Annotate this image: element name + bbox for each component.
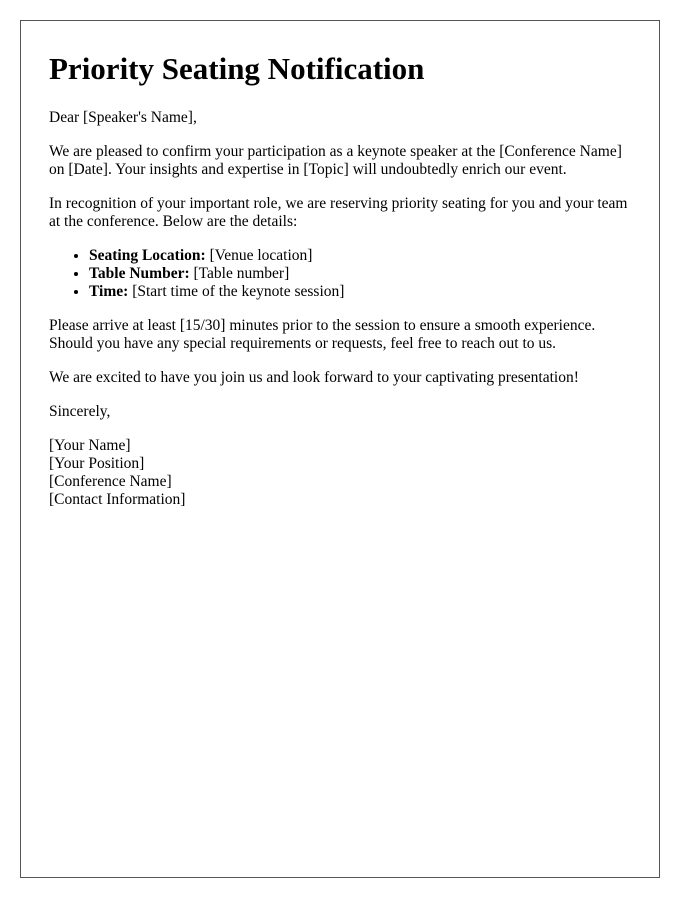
details-list: [49, 247, 639, 301]
detail-label: Time:: [89, 283, 129, 300]
signature-name: [Your Name]: [49, 437, 131, 454]
paragraph-confirmation: We are pleased to confirm your participation as a keynote speaker at the [Conference Name] on [Date]. Your insights and expertise in [Topic] will undoubtedly enrich our event.: [49, 143, 622, 178]
signature-contact: [Contact Information]: [49, 491, 186, 508]
paragraph-excitement: We are excited to have you join us and look forward to your captivating presentation!: [49, 369, 579, 386]
detail-label: Seating Location:: [89, 247, 206, 264]
detail-table-number: [89, 265, 639, 283]
detail-value: [Start time of the keynote session]: [128, 283, 345, 300]
paragraph-recognition: In recognition of your important role, we are reserving priority seating for you and your team at the conference. Below are the details:: [49, 195, 628, 230]
letter-page: [20, 20, 660, 878]
paragraph-arrival: Please arrive at least [15/30] minutes prior to the session to ensure a smooth experience. Should you have any special requirements or requests, feel free to reach out to us.: [49, 317, 596, 352]
letter-body: [49, 51, 639, 525]
letter-title: Priority Seating Notification: [49, 51, 425, 86]
closing: Sincerely,: [49, 403, 111, 420]
signature-block: [49, 437, 639, 509]
signature-conference: [Conference Name]: [49, 473, 172, 490]
signature-position: [Your Position]: [49, 455, 145, 472]
detail-time: [89, 283, 639, 301]
detail-seating-location: [89, 247, 639, 265]
greeting: Dear [Speaker's Name],: [49, 109, 197, 126]
detail-value: [Venue location]: [205, 247, 313, 264]
detail-value: [Table number]: [189, 265, 290, 282]
detail-label: Table Number:: [89, 265, 190, 282]
